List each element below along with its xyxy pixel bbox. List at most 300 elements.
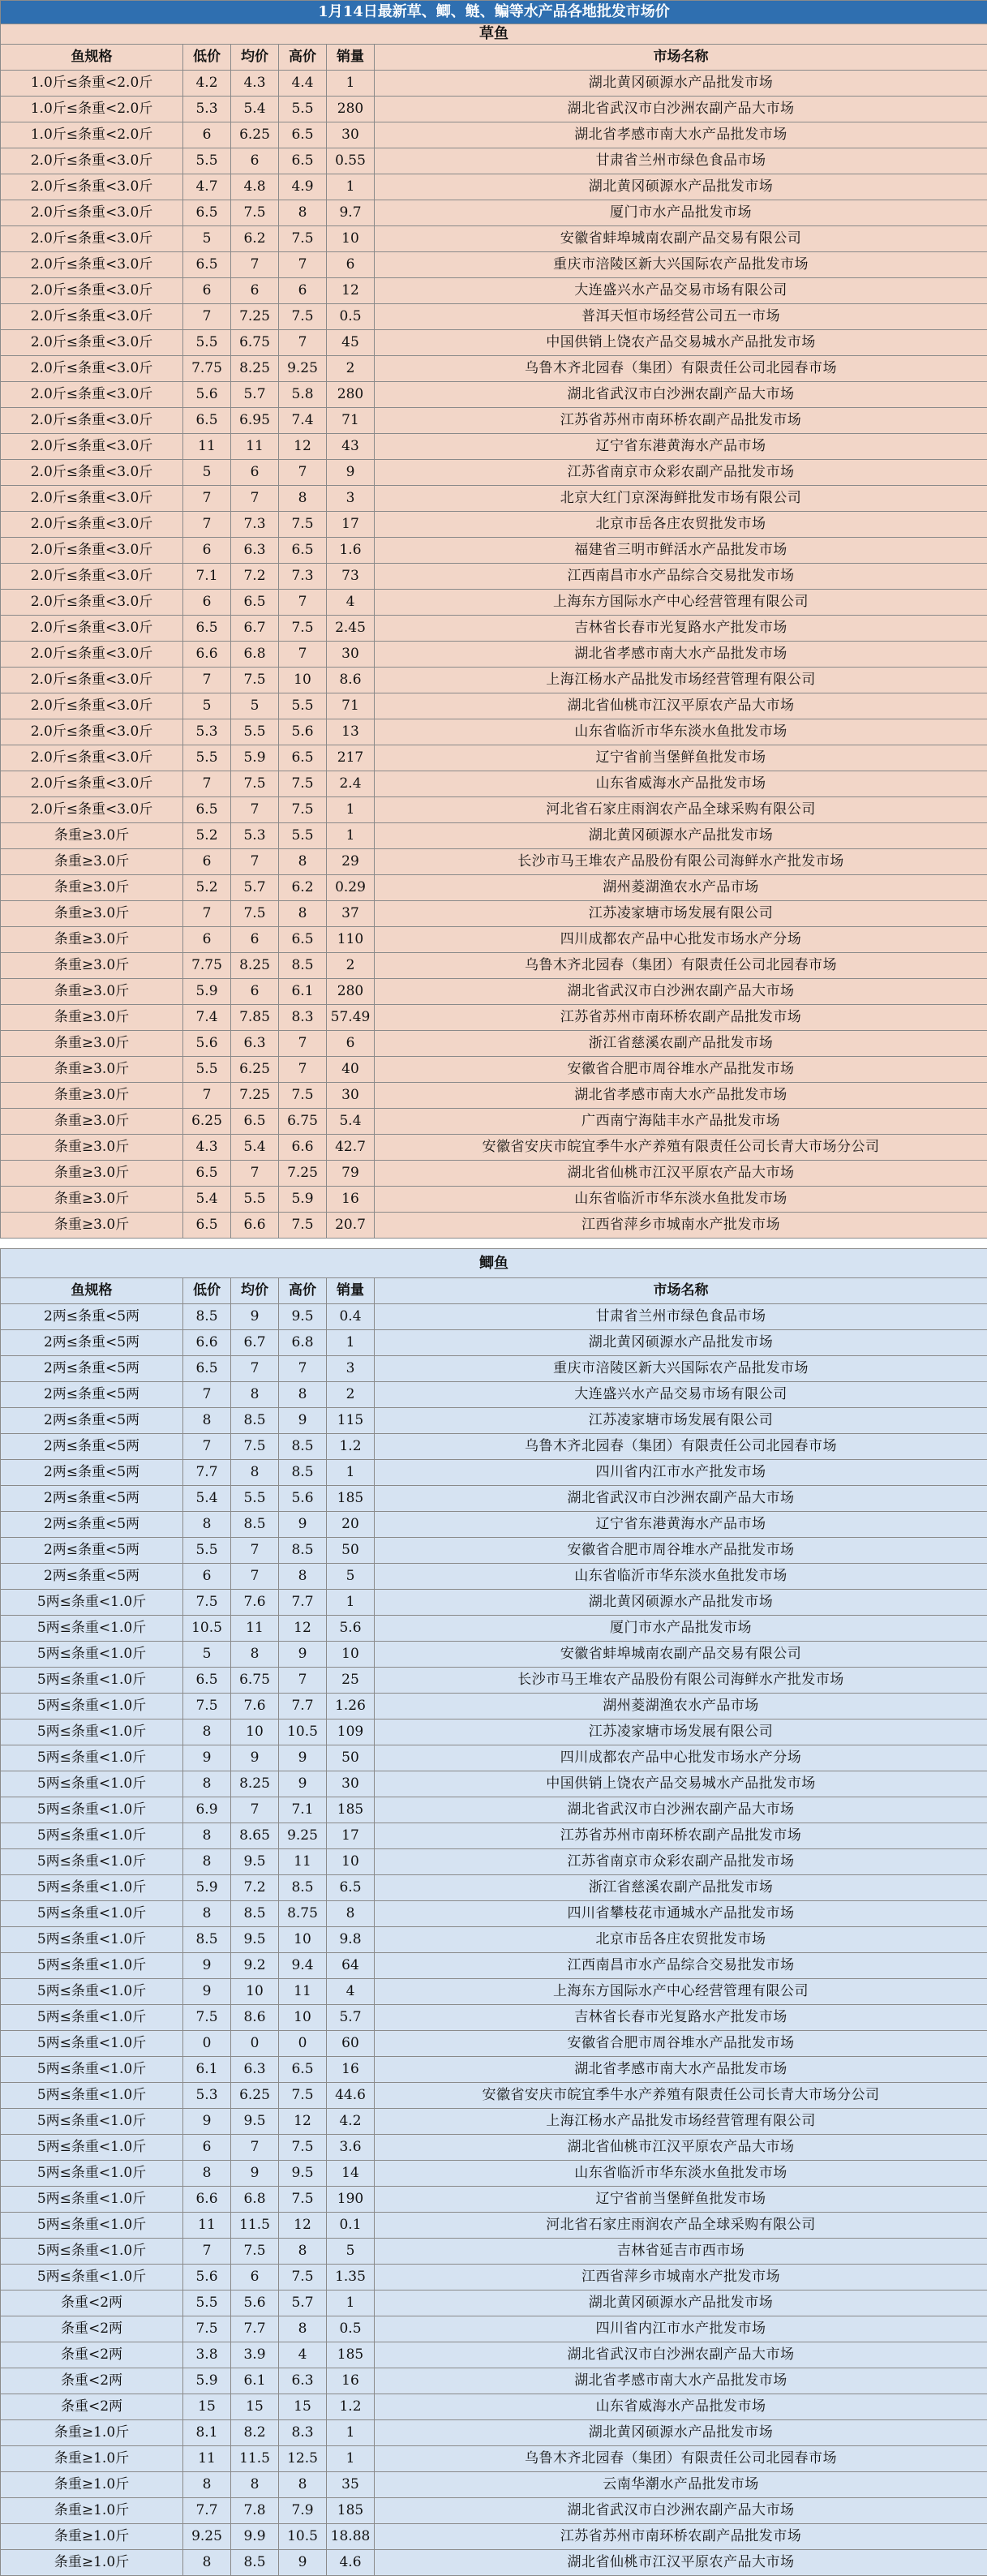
high-price-cell: 7.5 <box>279 2265 327 2290</box>
table-row <box>1 1538 987 1564</box>
low-price-cell: 8.5 <box>183 1927 231 1953</box>
high-price-cell: 7 <box>279 642 327 668</box>
avg-price-cell: 5.6 <box>231 2290 279 2316</box>
header-volume: 销量 <box>327 45 375 71</box>
volume-cell: 110 <box>327 927 375 953</box>
market-name-cell: 江苏省南京市众彩农副产品批发市场 <box>375 1849 987 1875</box>
table-row <box>1 1745 987 1771</box>
low-price-cell: 6.9 <box>183 1797 231 1823</box>
high-price-cell: 8.5 <box>279 1460 327 1486</box>
avg-price-cell: 9.5 <box>231 2109 279 2135</box>
avg-price-cell: 7 <box>231 1538 279 1564</box>
high-price-cell: 15 <box>279 2394 327 2420</box>
volume-cell: 0.55 <box>327 148 375 174</box>
spec-cell: 条重<2两 <box>1 2368 183 2394</box>
spec-cell: 5两≤条重<1.0斤 <box>1 1694 183 1719</box>
low-price-cell: 5.6 <box>183 1031 231 1057</box>
spec-cell: 条重≥3.0斤 <box>1 1005 183 1031</box>
table-row <box>1 1408 987 1434</box>
spec-cell: 条重≥3.0斤 <box>1 849 183 875</box>
volume-cell: 8.6 <box>327 668 375 693</box>
low-price-cell: 7.7 <box>183 2498 231 2524</box>
spec-cell: 2两≤条重<5两 <box>1 1408 183 1434</box>
table-row <box>1 304 987 330</box>
market-name-cell: 辽宁省前当堡鲜鱼批发市场 <box>375 745 987 771</box>
volume-cell: 0.29 <box>327 875 375 901</box>
spec-cell: 条重≥3.0斤 <box>1 1161 183 1187</box>
volume-cell: 60 <box>327 2031 375 2057</box>
volume-cell: 6 <box>327 252 375 278</box>
volume-cell: 9.8 <box>327 1927 375 1953</box>
low-price-cell: 6.5 <box>183 1356 231 1382</box>
low-price-cell: 6 <box>183 590 231 616</box>
header-low-price: 低价 <box>183 1278 231 1304</box>
high-price-cell: 8 <box>279 486 327 512</box>
avg-price-cell: 4.8 <box>231 174 279 200</box>
spec-cell: 2.0斤≤条重<3.0斤 <box>1 356 183 382</box>
volume-cell: 217 <box>327 745 375 771</box>
avg-price-cell: 6 <box>231 2265 279 2290</box>
market-name-cell: 广西南宁海陆丰水产品批发市场 <box>375 1109 987 1135</box>
volume-cell: 1.6 <box>327 538 375 564</box>
table-row <box>1 148 987 174</box>
table-row <box>1 1213 987 1239</box>
low-price-cell: 8 <box>183 1849 231 1875</box>
spec-cell: 5两≤条重<1.0斤 <box>1 1823 183 1849</box>
table-row <box>1 2239 987 2265</box>
table-row <box>1 745 987 771</box>
spec-cell: 2两≤条重<5两 <box>1 1486 183 1512</box>
avg-price-cell: 7.7 <box>231 2316 279 2342</box>
high-price-cell: 7.5 <box>279 2083 327 2109</box>
avg-price-cell: 7.5 <box>231 200 279 226</box>
table-row <box>1 2187 987 2213</box>
low-price-cell: 8 <box>183 1823 231 1849</box>
high-price-cell: 7.5 <box>279 1213 327 1239</box>
high-price-cell: 10.5 <box>279 1719 327 1745</box>
avg-price-cell: 3.9 <box>231 2342 279 2368</box>
spec-cell: 5两≤条重<1.0斤 <box>1 2135 183 2161</box>
market-name-cell: 江苏省苏州市南环桥农副产品批发市场 <box>375 1823 987 1849</box>
low-price-cell: 6 <box>183 2135 231 2161</box>
table-row <box>1 2005 987 2031</box>
market-name-cell: 江西省萍乡市城南水产批发市场 <box>375 2265 987 2290</box>
avg-price-cell: 7 <box>231 1161 279 1187</box>
high-price-cell: 8.5 <box>279 1875 327 1901</box>
low-price-cell: 5.9 <box>183 2368 231 2394</box>
volume-cell: 185 <box>327 2498 375 2524</box>
low-price-cell: 11 <box>183 2213 231 2239</box>
volume-cell: 20 <box>327 1512 375 1538</box>
avg-price-cell: 6.5 <box>231 1109 279 1135</box>
spec-cell: 2.0斤≤条重<3.0斤 <box>1 693 183 719</box>
header-market-name: 市场名称 <box>375 45 987 71</box>
header-avg-price: 均价 <box>231 1278 279 1304</box>
table-row <box>1 1005 987 1031</box>
avg-price-cell: 7.5 <box>231 1434 279 1460</box>
high-price-cell: 4.9 <box>279 174 327 200</box>
high-price-cell: 6.5 <box>279 538 327 564</box>
spec-cell: 5两≤条重<1.0斤 <box>1 1590 183 1616</box>
avg-price-cell: 11.5 <box>231 2213 279 2239</box>
low-price-cell: 8 <box>183 1719 231 1745</box>
table-row <box>1 590 987 616</box>
spec-cell: 2.0斤≤条重<3.0斤 <box>1 330 183 356</box>
high-price-cell: 6.5 <box>279 745 327 771</box>
spec-cell: 5两≤条重<1.0斤 <box>1 2161 183 2187</box>
high-price-cell: 9.5 <box>279 1304 327 1330</box>
section-title: 草鱼 <box>1 24 987 45</box>
volume-cell: 1.35 <box>327 2265 375 2290</box>
volume-cell: 18.88 <box>327 2524 375 2550</box>
low-price-cell: 4.7 <box>183 174 231 200</box>
high-price-cell: 7.5 <box>279 2187 327 2213</box>
high-price-cell: 12 <box>279 2213 327 2239</box>
market-name-cell: 辽宁省东港黄海水产品市场 <box>375 434 987 460</box>
low-price-cell: 6 <box>183 1564 231 1590</box>
table-row <box>1 1434 987 1460</box>
avg-price-cell: 7.25 <box>231 304 279 330</box>
high-price-cell: 11 <box>279 1979 327 2005</box>
spec-cell: 条重≥3.0斤 <box>1 979 183 1005</box>
high-price-cell: 8 <box>279 2316 327 2342</box>
market-name-cell: 河北省石家庄雨润农产品全球采购有限公司 <box>375 2213 987 2239</box>
table-row <box>1 1668 987 1694</box>
market-name-cell: 湖北黄冈硕源水产品批发市场 <box>375 71 987 97</box>
high-price-cell: 9.4 <box>279 1953 327 1979</box>
spec-cell: 5两≤条重<1.0斤 <box>1 2187 183 2213</box>
spec-cell: 条重<2两 <box>1 2342 183 2368</box>
high-price-cell: 8 <box>279 1382 327 1408</box>
table-row <box>1 849 987 875</box>
table-row <box>1 2550 987 2576</box>
low-price-cell: 6 <box>183 849 231 875</box>
high-price-cell: 9 <box>279 2550 327 2576</box>
high-price-cell: 8.3 <box>279 2420 327 2446</box>
market-name-cell: 四川成都农产品中心批发市场水产分场 <box>375 927 987 953</box>
market-name-cell: 乌鲁木齐北园春（集团）有限责任公司北园春市场 <box>375 953 987 979</box>
high-price-cell: 7.1 <box>279 1797 327 1823</box>
avg-price-cell: 7.5 <box>231 2239 279 2265</box>
table-row <box>1 1694 987 1719</box>
low-price-cell: 5 <box>183 226 231 252</box>
volume-cell: 8 <box>327 1901 375 1927</box>
volume-cell: 6 <box>327 1031 375 1057</box>
volume-cell: 5.7 <box>327 2005 375 2031</box>
volume-cell: 25 <box>327 1668 375 1694</box>
table-row <box>1 2394 987 2420</box>
market-name-cell: 大连盛兴水产品交易市场有限公司 <box>375 1382 987 1408</box>
low-price-cell: 5.5 <box>183 1538 231 1564</box>
spec-cell: 条重≥3.0斤 <box>1 1031 183 1057</box>
avg-price-cell: 6.3 <box>231 538 279 564</box>
avg-price-cell: 7 <box>231 486 279 512</box>
spec-cell: 2.0斤≤条重<3.0斤 <box>1 460 183 486</box>
table-row <box>1 1161 987 1187</box>
low-price-cell: 8.1 <box>183 2420 231 2446</box>
low-price-cell: 8 <box>183 1512 231 1538</box>
avg-price-cell: 7 <box>231 1564 279 1590</box>
low-price-cell: 9 <box>183 2109 231 2135</box>
market-name-cell: 湖北省武汉市白沙洲农副产品大市场 <box>375 2342 987 2368</box>
spec-cell: 2.0斤≤条重<3.0斤 <box>1 642 183 668</box>
avg-price-cell: 6.8 <box>231 642 279 668</box>
high-price-cell: 6.3 <box>279 2368 327 2394</box>
avg-price-cell: 8 <box>231 1642 279 1668</box>
low-price-cell: 7 <box>183 304 231 330</box>
low-price-cell: 5.5 <box>183 745 231 771</box>
spec-cell: 5两≤条重<1.0斤 <box>1 1745 183 1771</box>
table-row <box>1 1135 987 1161</box>
volume-cell: 64 <box>327 1953 375 1979</box>
spec-cell: 1.0斤≤条重<2.0斤 <box>1 122 183 148</box>
table-row <box>1 2342 987 2368</box>
spec-cell: 5两≤条重<1.0斤 <box>1 1979 183 2005</box>
volume-cell: 20.7 <box>327 1213 375 1239</box>
low-price-cell: 6.5 <box>183 616 231 642</box>
spec-cell: 条重≥1.0斤 <box>1 2446 183 2472</box>
market-name-cell: 江苏省苏州市南环桥农副产品批发市场 <box>375 1005 987 1031</box>
avg-price-cell: 6.75 <box>231 1668 279 1694</box>
header-row <box>1 45 987 71</box>
volume-cell: 50 <box>327 1745 375 1771</box>
volume-cell: 16 <box>327 2057 375 2083</box>
spec-cell: 2.0斤≤条重<3.0斤 <box>1 797 183 823</box>
market-name-cell: 北京大红门京深海鲜批发市场有限公司 <box>375 486 987 512</box>
low-price-cell: 5.5 <box>183 1057 231 1083</box>
spec-cell: 5两≤条重<1.0斤 <box>1 1616 183 1642</box>
table-row <box>1 1901 987 1927</box>
volume-cell: 1.2 <box>327 2394 375 2420</box>
low-price-cell: 7.5 <box>183 2005 231 2031</box>
high-price-cell: 7 <box>279 252 327 278</box>
table-row <box>1 979 987 1005</box>
spec-cell: 条重≥3.0斤 <box>1 927 183 953</box>
spec-cell: 2两≤条重<5两 <box>1 1330 183 1356</box>
avg-price-cell: 5.5 <box>231 1486 279 1512</box>
table-row <box>1 771 987 797</box>
high-price-cell: 7 <box>279 1668 327 1694</box>
volume-cell: 57.49 <box>327 1005 375 1031</box>
spec-cell: 2.0斤≤条重<3.0斤 <box>1 668 183 693</box>
avg-price-cell: 9.5 <box>231 1927 279 1953</box>
table-row <box>1 2368 987 2394</box>
table-row <box>1 719 987 745</box>
avg-price-cell: 8.6 <box>231 2005 279 2031</box>
table-row <box>1 1953 987 1979</box>
avg-price-cell: 7 <box>231 849 279 875</box>
market-name-cell: 湖北黄冈硕源水产品批发市场 <box>375 2420 987 2446</box>
spec-cell: 2两≤条重<5两 <box>1 1356 183 1382</box>
spec-cell: 条重≥1.0斤 <box>1 2472 183 2498</box>
low-price-cell: 8 <box>183 1408 231 1434</box>
table-row <box>1 1642 987 1668</box>
table-row <box>1 434 987 460</box>
avg-price-cell: 6.6 <box>231 1213 279 1239</box>
table-row <box>1 2446 987 2472</box>
avg-price-cell: 9 <box>231 1745 279 1771</box>
volume-cell: 5.4 <box>327 1109 375 1135</box>
low-price-cell: 11 <box>183 434 231 460</box>
market-name-cell: 江苏凌家塘市场发展有限公司 <box>375 901 987 927</box>
market-name-cell: 厦门市水产品批发市场 <box>375 200 987 226</box>
header-avg-price: 均价 <box>231 45 279 71</box>
avg-price-cell: 15 <box>231 2394 279 2420</box>
high-price-cell: 5.8 <box>279 382 327 408</box>
low-price-cell: 7 <box>183 1083 231 1109</box>
low-price-cell: 5.6 <box>183 2265 231 2290</box>
table-row <box>1 486 987 512</box>
table-row <box>1 1382 987 1408</box>
high-price-cell: 4.4 <box>279 71 327 97</box>
avg-price-cell: 8 <box>231 2472 279 2498</box>
spec-cell: 5两≤条重<1.0斤 <box>1 1875 183 1901</box>
spec-cell: 2.0斤≤条重<3.0斤 <box>1 771 183 797</box>
avg-price-cell: 6 <box>231 979 279 1005</box>
table-row <box>1 408 987 434</box>
spec-cell: 1.0斤≤条重<2.0斤 <box>1 71 183 97</box>
low-price-cell: 8 <box>183 1771 231 1797</box>
section-title: 鲫鱼 <box>1 1249 987 1278</box>
low-price-cell: 6 <box>183 122 231 148</box>
volume-cell: 12 <box>327 278 375 304</box>
market-name-cell: 甘肃省兰州市绿色食品市场 <box>375 148 987 174</box>
avg-price-cell: 9.5 <box>231 1849 279 1875</box>
low-price-cell: 6.5 <box>183 797 231 823</box>
table-row <box>1 823 987 849</box>
high-price-cell: 8 <box>279 2472 327 2498</box>
table-row <box>1 1486 987 1512</box>
spec-cell: 条重≥3.0斤 <box>1 1057 183 1083</box>
low-price-cell: 6.6 <box>183 2187 231 2213</box>
avg-price-cell: 7.2 <box>231 564 279 590</box>
table-row <box>1 1187 987 1213</box>
spec-cell: 条重≥1.0斤 <box>1 2420 183 2446</box>
high-price-cell: 5.6 <box>279 1486 327 1512</box>
avg-price-cell: 5.4 <box>231 1135 279 1161</box>
avg-price-cell: 8.5 <box>231 1901 279 1927</box>
volume-cell: 37 <box>327 901 375 927</box>
volume-cell: 0.4 <box>327 1304 375 1330</box>
volume-cell: 16 <box>327 1187 375 1213</box>
spec-cell: 5两≤条重<1.0斤 <box>1 2109 183 2135</box>
table-row <box>1 668 987 693</box>
high-price-cell: 6.5 <box>279 148 327 174</box>
avg-price-cell: 6.2 <box>231 226 279 252</box>
avg-price-cell: 7 <box>231 2135 279 2161</box>
spec-cell: 2.0斤≤条重<3.0斤 <box>1 200 183 226</box>
market-name-cell: 厦门市水产品批发市场 <box>375 1616 987 1642</box>
high-price-cell: 7.3 <box>279 564 327 590</box>
high-price-cell: 7 <box>279 1031 327 1057</box>
spec-cell: 条重≥3.0斤 <box>1 1213 183 1239</box>
low-price-cell: 5.5 <box>183 330 231 356</box>
market-name-cell: 湖北省武汉市白沙洲农副产品大市场 <box>375 97 987 122</box>
low-price-cell: 5.4 <box>183 1187 231 1213</box>
market-name-cell: 湖北省孝感市南大水产品批发市场 <box>375 1083 987 1109</box>
high-price-cell: 6 <box>279 278 327 304</box>
spec-cell: 条重≥3.0斤 <box>1 901 183 927</box>
avg-price-cell: 5.7 <box>231 875 279 901</box>
market-name-cell: 安徽省安庆市皖宜季牛水产养殖有限责任公司长青大市场分公司 <box>375 2083 987 2109</box>
avg-price-cell: 6.75 <box>231 330 279 356</box>
avg-price-cell: 7.5 <box>231 668 279 693</box>
high-price-cell: 6.1 <box>279 979 327 1005</box>
spec-cell: 条重≥3.0斤 <box>1 1187 183 1213</box>
market-name-cell: 山东省临沂市华东淡水鱼批发市场 <box>375 1187 987 1213</box>
low-price-cell: 7 <box>183 2239 231 2265</box>
market-name-cell: 中国供销上饶农产品交易城水产品批发市场 <box>375 330 987 356</box>
spec-cell: 5两≤条重<1.0斤 <box>1 2057 183 2083</box>
avg-price-cell: 7.5 <box>231 901 279 927</box>
spec-cell: 2两≤条重<5两 <box>1 1564 183 1590</box>
high-price-cell: 8.75 <box>279 1901 327 1927</box>
low-price-cell: 6.1 <box>183 2057 231 2083</box>
volume-cell: 44.6 <box>327 2083 375 2109</box>
avg-price-cell: 9 <box>231 1304 279 1330</box>
spec-cell: 5两≤条重<1.0斤 <box>1 2031 183 2057</box>
volume-cell: 29 <box>327 849 375 875</box>
volume-cell: 4.2 <box>327 2109 375 2135</box>
volume-cell: 79 <box>327 1161 375 1187</box>
header-high-price: 高价 <box>279 45 327 71</box>
table-row <box>1 1356 987 1382</box>
volume-cell: 45 <box>327 330 375 356</box>
avg-price-cell: 6.25 <box>231 2083 279 2109</box>
market-name-cell: 山东省威海水产品批发市场 <box>375 2394 987 2420</box>
volume-cell: 190 <box>327 2187 375 2213</box>
low-price-cell: 6 <box>183 927 231 953</box>
low-price-cell: 6.5 <box>183 1213 231 1239</box>
avg-price-cell: 8 <box>231 1460 279 1486</box>
avg-price-cell: 8.5 <box>231 1408 279 1434</box>
low-price-cell: 6.6 <box>183 642 231 668</box>
table-row <box>1 71 987 97</box>
avg-price-cell: 6 <box>231 927 279 953</box>
high-price-cell: 7 <box>279 590 327 616</box>
market-name-cell: 江西南昌市水产品综合交易批发市场 <box>375 564 987 590</box>
table-row <box>1 1719 987 1745</box>
volume-cell: 2.45 <box>327 616 375 642</box>
avg-price-cell: 8.5 <box>231 1512 279 1538</box>
market-name-cell: 上海江杨水产品批发市场经营管理有限公司 <box>375 668 987 693</box>
volume-cell: 1.2 <box>327 1434 375 1460</box>
volume-cell: 50 <box>327 1538 375 1564</box>
table-row <box>1 1616 987 1642</box>
high-price-cell: 7 <box>279 1057 327 1083</box>
header-market-name: 市场名称 <box>375 1278 987 1304</box>
market-name-cell: 山东省威海水产品批发市场 <box>375 771 987 797</box>
low-price-cell: 4.2 <box>183 71 231 97</box>
avg-price-cell: 11 <box>231 1616 279 1642</box>
high-price-cell: 5.5 <box>279 823 327 849</box>
market-name-cell: 湖北省武汉市白沙洲农副产品大市场 <box>375 1797 987 1823</box>
market-name-cell: 上海东方国际水产中心经营管理有限公司 <box>375 1979 987 2005</box>
high-price-cell: 7.5 <box>279 512 327 538</box>
volume-cell: 10 <box>327 1849 375 1875</box>
spec-cell: 5两≤条重<1.0斤 <box>1 1668 183 1694</box>
volume-cell: 4.6 <box>327 2550 375 2576</box>
table-row <box>1 1823 987 1849</box>
table-row <box>1 2057 987 2083</box>
header-row <box>1 1278 987 1304</box>
market-name-cell: 重庆市涪陵区新大兴国际农产品批发市场 <box>375 252 987 278</box>
market-name-cell: 湖北省孝感市南大水产品批发市场 <box>375 122 987 148</box>
market-name-cell: 湖北省仙桃市江汉平原农产品大市场 <box>375 1161 987 1187</box>
table-row <box>1 278 987 304</box>
high-price-cell: 7.5 <box>279 304 327 330</box>
avg-price-cell: 7 <box>231 1797 279 1823</box>
